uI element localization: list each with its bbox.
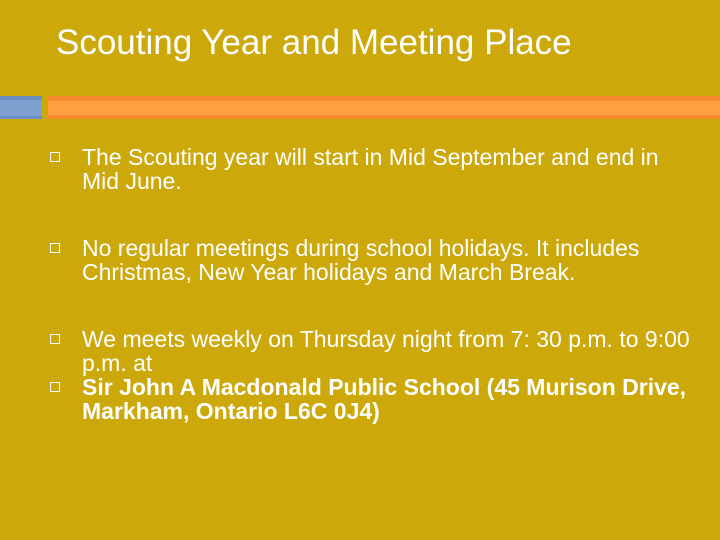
hollow-square-bullet-icon: [50, 382, 60, 392]
hollow-square-bullet-icon: [50, 243, 60, 253]
bullet-item-holidays: [50, 236, 690, 284]
bullet-text: Sir John A Macdonald Public School (45 Murison Drive, Markham, Ontario L6C 0J4): [82, 374, 687, 424]
bullet-list: [50, 145, 690, 423]
bullet-item-meeting-time: [50, 327, 690, 375]
bullet-text: No regular meetings during school holidays. It includes Christmas, New Year holidays and March Break.: [82, 235, 640, 285]
bullet-item-scouting-year: [50, 145, 690, 193]
accent-bar-orange-inner: [48, 101, 720, 115]
hollow-square-bullet-icon: [50, 152, 60, 162]
bullet-item-meeting-place: [50, 375, 690, 423]
slide-title: Scouting Year and Meeting Place: [56, 23, 572, 62]
bullet-text: The Scouting year will start in Mid September and end in Mid June.: [82, 144, 659, 194]
accent-bar-blue-inner: [0, 100, 42, 116]
bullet-text: We meets weekly on Thursday night from 7: 30 p.m. to 9:00 p.m. at: [82, 326, 690, 376]
hollow-square-bullet-icon: [50, 334, 60, 344]
